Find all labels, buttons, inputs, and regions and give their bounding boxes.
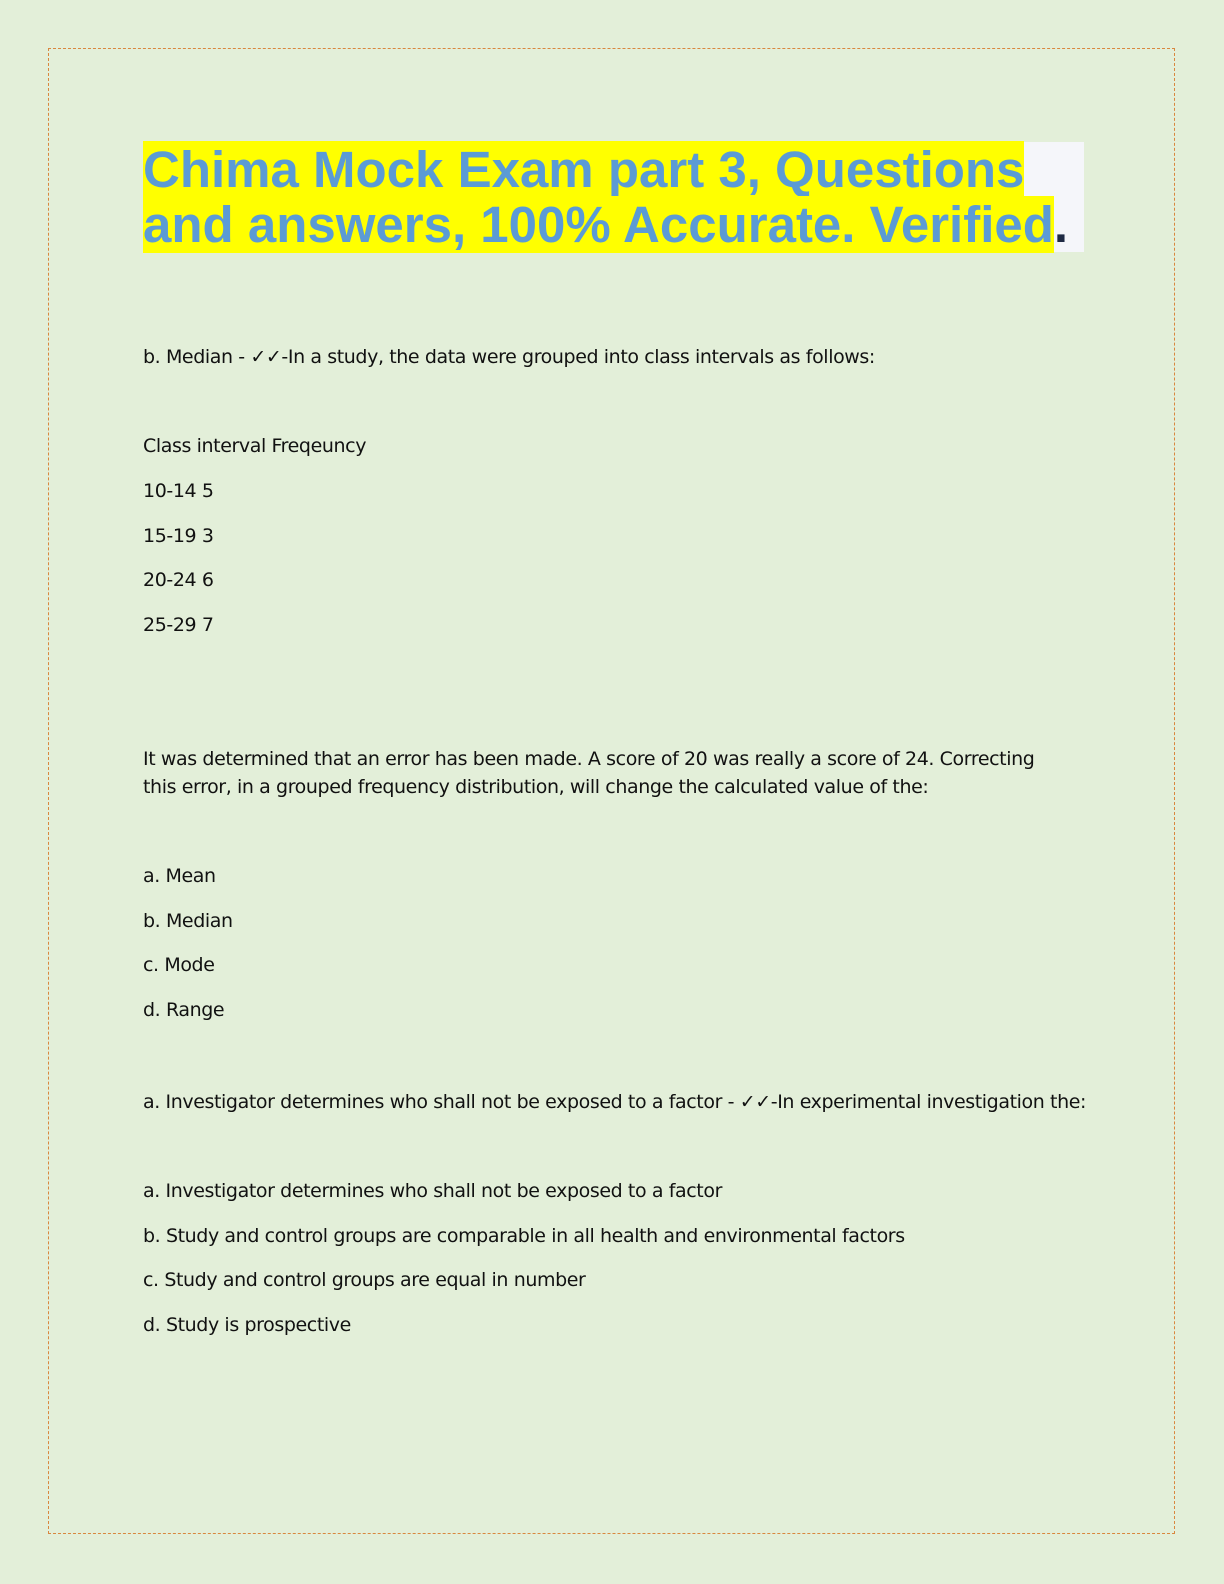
table-row: 20-24 6 [143, 569, 214, 591]
q2-option-b: b. Study and control groups are comparable in all health and environmental factors [143, 1225, 905, 1247]
q1-option-a: a. Mean [143, 865, 216, 887]
q1-option-d: d. Range [143, 999, 225, 1021]
title-highlight: Chima Mock Exam part 3, Questions and answers, 100% Accurate. Verified [143, 141, 1054, 253]
table-row: 10-14 5 [143, 480, 214, 502]
q2-answer-line: a. Investigator determines who shall not be exposed to a factor - ✓✓-In experimental investigation the: [143, 1091, 1086, 1113]
table-row: 25-29 7 [143, 614, 214, 636]
q1-question: It was determined that an error has been made. A score of 20 was really a score of 24. Correcting this error, in a grouped frequency distribution, will change the calculated value of the: [143, 748, 1035, 798]
q1-answer-line: b. Median - ✓✓-In a study, the data were grouped into class intervals as follows: [143, 346, 875, 368]
q1-option-c: c. Mode [143, 954, 215, 976]
table-header: Class interval Freqeuncy [143, 435, 367, 457]
document-title [143, 142, 1084, 252]
table-row: 15-19 3 [143, 525, 214, 547]
q2-option-d: d. Study is prospective [143, 1314, 351, 1336]
title-period: . [1053, 196, 1069, 253]
q2-option-a: a. Investigator determines who shall not be exposed to a factor [143, 1180, 722, 1202]
q2-option-c: c. Study and control groups are equal in number [143, 1269, 586, 1291]
q1-option-b: b. Median [143, 910, 233, 932]
